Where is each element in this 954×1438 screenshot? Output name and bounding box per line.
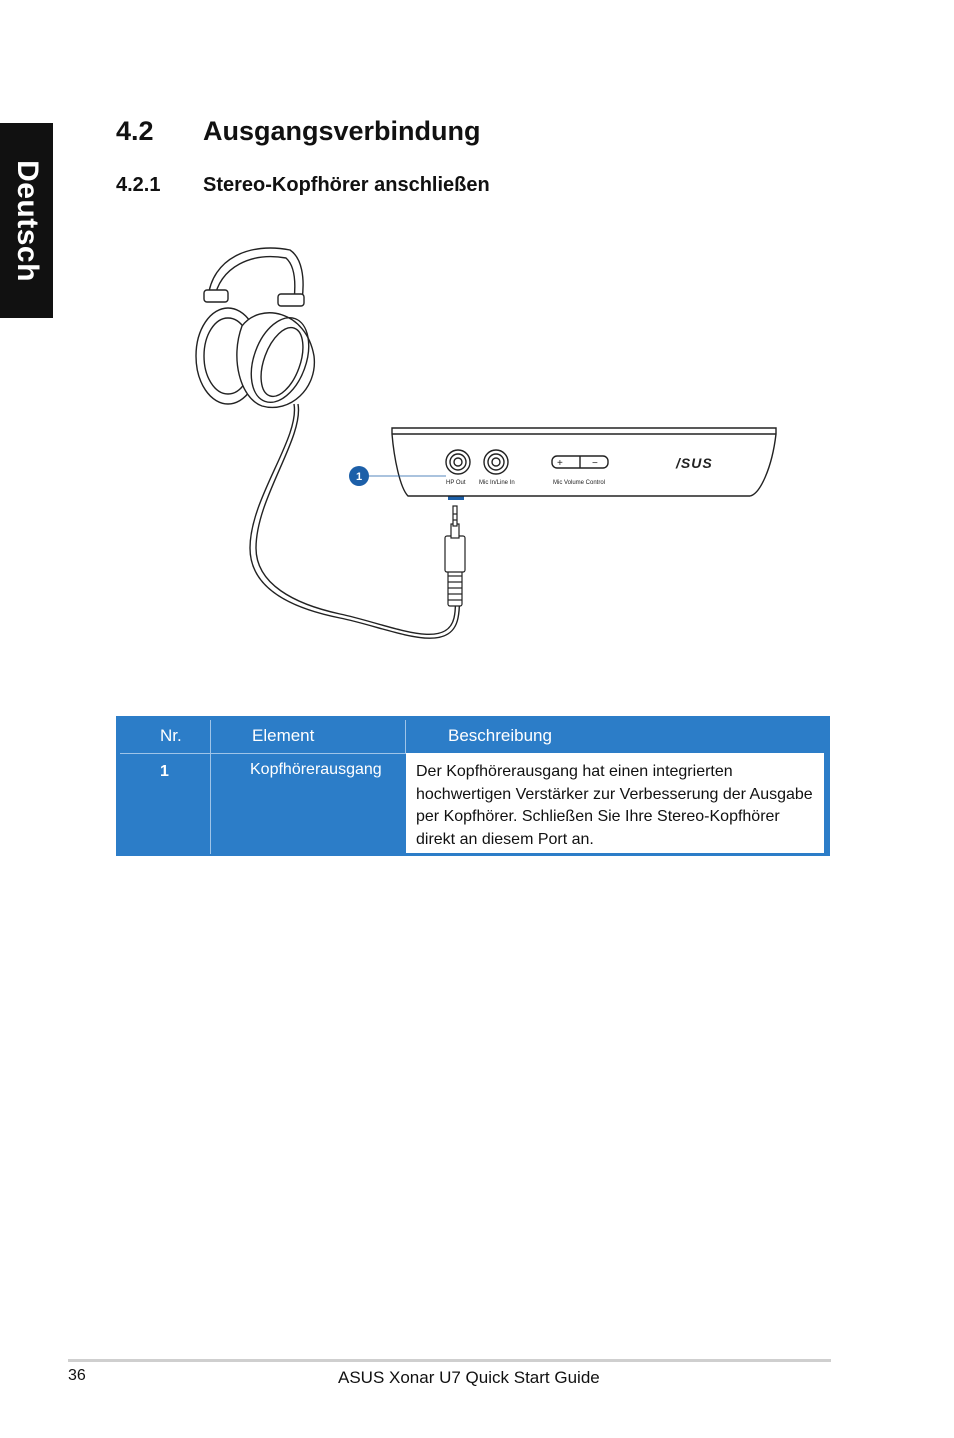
header-divider	[120, 753, 406, 754]
page-number: 36	[68, 1367, 86, 1384]
guide-name: ASUS Xonar U7 Quick Start Guide	[338, 1368, 600, 1387]
asus-logo: /SUS	[676, 455, 713, 471]
mic-volume-label: Mic Volume Control	[553, 480, 606, 486]
header-nr: Nr.	[160, 726, 182, 745]
mic-in-label: Mic In/Line In	[479, 480, 515, 486]
stereo-plug-icon	[445, 506, 465, 606]
section-title: Ausgangsverbindung	[203, 116, 481, 146]
header-beschreibung: Beschreibung	[448, 726, 552, 745]
subsection-title: Stereo-Kopfhörer anschließen	[203, 174, 490, 196]
row-element: Kopfhörerausgang	[250, 761, 382, 778]
section-heading	[116, 116, 481, 147]
footer-rule	[68, 1359, 831, 1362]
volume-minus-symbol: −	[592, 458, 598, 469]
hp-out-label: HP Out	[446, 480, 466, 486]
element-table	[116, 716, 830, 856]
header-element: Element	[252, 726, 315, 745]
row-description: Der Kopfhörerausgang hat einen integrierten hochwertigen Verstärker zur Verbesserung der Ausgabe per Kopfhörer. Schließen Sie Ihre Stereo-Kopfhörer direkt an diesem Port an.	[406, 753, 824, 853]
column-divider	[405, 720, 406, 754]
subsection-number: 4.2.1	[116, 174, 161, 196]
language-tab-label: Deutsch	[10, 159, 44, 282]
row-nr: 1	[160, 763, 169, 780]
volume-plus-symbol: +	[557, 458, 563, 469]
column-divider	[210, 720, 211, 854]
section-number: 4.2	[116, 116, 154, 146]
language-tab	[0, 123, 53, 318]
callout-number: 1	[355, 471, 363, 483]
subsection-heading	[116, 174, 490, 197]
headphone-connection-illustration	[190, 238, 790, 688]
